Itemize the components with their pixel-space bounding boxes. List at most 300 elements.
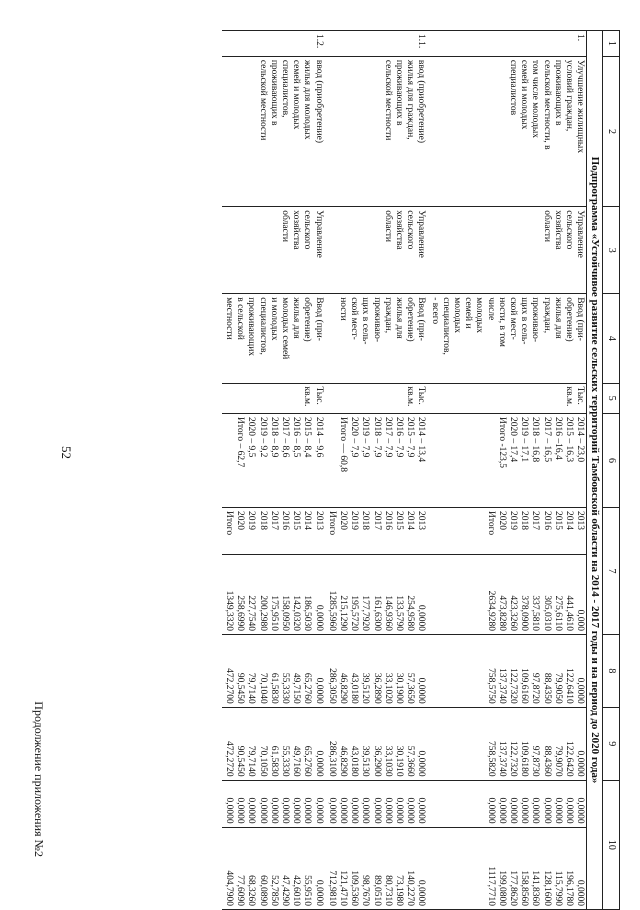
target-values-line: 2020 – 17,4 [508,417,519,463]
year-line: 2013 [313,511,324,531]
amount-regional-line: 57,3660 [405,745,416,777]
amount-other-line: 52,7850 [268,875,279,906]
year-line: 2013 [575,511,586,531]
year-line: 2019 [508,511,519,531]
table-row [222,31,325,910]
unit-line: Тыс. [575,386,586,405]
subprogram-title-row [587,31,603,910]
column-header: 8 [603,634,620,707]
amount-federal-line: 0,0000 [575,677,586,704]
target-values-line: 2014 – 13,4 [416,417,427,463]
amount-other-line: 98,7670 [360,875,371,906]
financing-table [222,30,620,910]
measure-name-line: Улучшение жилищных [575,59,586,154]
amount-other-line: 196,1780 [564,870,575,906]
amount-other-line: 77,6090 [235,875,246,906]
year [427,508,586,555]
indicator-line: щих в сель- [519,297,530,345]
target-values-line: 2014 – 9,6 [313,417,324,458]
amount-local-line: 0,0000 [508,797,519,824]
amount-regional-line: 30,1910 [393,745,404,777]
unit [325,383,428,414]
executor [222,207,325,294]
amount-regional-line: 49,7160 [291,745,302,777]
measure-name-line: том числе молодых [530,59,541,139]
indicator-line: ности, в том [496,297,507,347]
amount-federal-line: 90,5450 [235,672,246,704]
target-values-line: 2018 – 8,9 [268,417,279,458]
amount-federal-line: 33,1020 [382,672,393,704]
executor [325,207,428,294]
measure-name [427,56,586,206]
amount-federal-line: 122,7320 [508,668,519,704]
amount-local-line: 0,0000 [257,797,268,824]
amount-federal-line: 55,3330 [279,672,290,704]
year-line: Итого [485,511,496,536]
indicator-line: жилья для [552,297,563,339]
amount-local-line: 0,0000 [552,797,563,824]
measure-name-line: ввод (приобретение) [313,59,324,143]
amount-total-line: 186,5030 [302,595,313,631]
year [325,508,428,555]
amount-total-line: 423,3260 [508,595,519,631]
unit [222,383,325,414]
amount-other-line: 42,6010 [291,875,302,906]
year [222,508,325,555]
amount-regional-line: 0,0000 [575,750,586,777]
measure-name-line: сельской местности [257,59,268,141]
indicator-line: проживаю- [530,297,541,343]
column-header: 7 [603,508,620,635]
amount-local [427,780,586,827]
year-line: Итого [326,511,337,536]
indicator-line: ности [337,297,348,321]
executor-line: Управление [575,210,586,258]
amount-local-line: 0,0000 [326,797,337,824]
amount-local-line: 0,0000 [519,797,530,824]
amount-total-line: 441,4610 [564,595,575,631]
indicator-line: Ввод (при- [313,297,324,341]
measure-name [222,56,325,206]
unit-line: Тыс. [313,386,324,405]
indicator [222,294,325,383]
target-values-line: Итого -123,5 [496,417,507,469]
amount-local-line: 0,0000 [235,797,246,824]
year-line: 2014 [405,511,416,531]
amount-local-line: 0,0000 [313,797,324,824]
amount-total-line: 158,0950 [279,595,290,631]
amount-total-line: 275,6110 [552,595,563,631]
indicator-line: жилья для [393,297,404,339]
amount-regional-line: 97,8730 [530,745,541,777]
amount-federal-line: 65,2760 [302,672,313,704]
row-number: 1. [427,31,586,57]
amount-local-line: 0,0000 [291,797,302,824]
amount-total-line: 2634,9280 [485,590,496,631]
amount-other-line: 404,7900 [223,870,234,906]
amount-regional-line: 79,9070 [552,745,563,777]
amount-federal [222,634,325,707]
amount-federal-line: 109,6160 [519,668,530,704]
indicator-line: семей и [463,297,474,329]
year-line: 2015 [393,511,404,531]
amount-total-line: 258,6990 [235,595,246,631]
indicator-line: в сельской [235,297,246,340]
amount-regional-line: 33,1030 [382,745,393,777]
year-line: 2017 [371,511,382,531]
amount-local [222,780,325,827]
year-line: 2019 [246,511,257,531]
target-values-line: 2019 – 9,2 [257,417,268,458]
year-line: 2016 [382,511,393,531]
amount-federal-line: 88,4350 [541,672,552,704]
amount-local-line: 0,0000 [279,797,290,824]
amount-other-line: 0,0000 [575,879,586,906]
executor-line: сельского [302,210,313,250]
amount-federal-line: 0,0000 [416,677,427,704]
amount-federal-line: 79,9050 [552,672,563,704]
unit-line: Тыс. [416,386,427,405]
measure-name-line: проживающих в [393,59,404,126]
amount-local-line: 0,0000 [302,797,313,824]
indicator-line: ской мест- [349,297,360,340]
measure-name-line: семей и молодых [291,59,302,130]
year-line: 2020 [337,511,348,531]
measure-name-line: проживающих в [268,59,279,126]
amount-federal-line: 30,1900 [393,672,404,704]
amount-other-line: 60,0890 [257,875,268,906]
column-header: 2 [603,56,620,206]
year-line: 2013 [416,511,427,531]
amount-local-line: 0,0000 [223,797,234,824]
executor-line: хозяйства [552,210,563,250]
amount-other-line: 115,7990 [552,870,563,906]
amount-other-line: 47,4290 [279,875,290,906]
indicator-line: граждан, [382,297,393,334]
amount-other-line: 0,0000 [313,879,324,906]
amount-regional [427,707,586,780]
amount-total-line: 227,7540 [246,595,257,631]
amount-regional [222,707,325,780]
indicator-line: проживающих [246,297,257,357]
executor-line: области [382,210,393,243]
amount-other-line: 158,8560 [519,870,530,906]
amount-other-line: 89,0510 [371,875,382,906]
amount-regional-line: 36,2900 [371,745,382,777]
amount-other-line: 55,9510 [302,875,313,906]
year-line: 2020 [496,511,507,531]
amount-federal-line: 61,5830 [268,672,279,704]
amount-regional-line: 0,0000 [313,750,324,777]
amount-federal-line: 758,5750 [485,668,496,704]
year-line: 2017 [268,511,279,531]
amount-total-line: 142,0320 [291,595,302,631]
unit [427,383,586,414]
column-header: 4 [603,294,620,383]
target-values [325,414,428,508]
amount-other-line: 712,9810 [326,870,337,906]
target-values-line: 2016 – 8,5 [291,417,302,458]
indicator-line: молодых семей [279,297,290,360]
executor [427,207,586,294]
amount-federal-line: 43,0180 [349,672,360,704]
target-values-line: 2016 –16,4 [552,417,563,460]
row-number: 1.2. [222,31,325,57]
amount-federal-line: 97,8720 [530,672,541,704]
indicator-line: щих в сель- [360,297,371,345]
amount-regional-line: 758,5820 [485,741,496,777]
target-values-line: 2020 – 7,9 [349,417,360,458]
target-values [222,414,325,508]
amount-regional-line: 109,6180 [519,741,530,777]
amount-local-line: 0,0000 [371,797,382,824]
amount-regional-line: 46,8290 [337,745,348,777]
unit-line: кв.м. [405,386,416,407]
amount-regional-line: 90,5450 [235,745,246,777]
amount-regional-line: 79,7140 [246,745,257,777]
amount-other [325,827,428,909]
executor-line: хозяйства [393,210,404,250]
indicator-line: граждан, [541,297,552,334]
amount-total-line: 177,7920 [360,595,371,631]
target-values-line: 2017 – 16,5 [541,417,552,463]
amount-other-line: 0,0000 [416,879,427,906]
indicator-line: ской мест- [508,297,519,340]
year-line: 2018 [257,511,268,531]
amount-regional-line: 88,4360 [541,745,552,777]
amount-local-line: 0,0000 [246,797,257,824]
amount-regional-line: 472,2720 [223,741,234,777]
amount-local-line: 0,0000 [382,797,393,824]
indicator-line: обретение) [302,297,313,342]
target-values-line: Итого – 62,7 [235,417,246,468]
target-values-line: 2016 – 7,9 [393,417,404,458]
indicator-line: Ввод (при- [416,297,427,341]
year-line: 2015 [291,511,302,531]
indicator-line: числе [485,297,496,321]
amount-regional-line: 61,5830 [268,745,279,777]
measure-name-line: специалистов [508,59,519,116]
amount-federal-line: 39,5120 [360,672,371,704]
amount-total [427,555,586,635]
amount-local-line: 0,0000 [564,797,575,824]
year-line: 2016 [541,511,552,531]
amount-total-line: 195,5720 [349,595,360,631]
year-line: 2018 [360,511,371,531]
indicator-line: жилья для [291,297,302,339]
measure-name-line: сельской местности [382,59,393,141]
target-values-line: 2015 – 8,4 [302,417,313,458]
indicator-line: обретение) [564,297,575,342]
amount-other-line: 140,2270 [405,870,416,906]
amount-local-line: 0,0000 [416,797,427,824]
year-line: 2014 [302,511,313,531]
amount-total-line: 337,5810 [530,595,541,631]
amount-federal-line: 137,3740 [496,668,507,704]
target-values-line: 2017 – 8,6 [279,417,290,458]
column-header: 6 [603,414,620,508]
amount-other-line: 1117,7710 [485,866,496,906]
amount-other-line: 121,4710 [337,870,348,906]
amount-federal [325,634,428,707]
year-line: 2016 [279,511,290,531]
amount-local-line: 0,0000 [405,797,416,824]
amount-other-line: 128,1600 [541,870,552,906]
table-row [427,31,586,910]
amount-local-line: 0,0000 [337,797,348,824]
amount-local [325,780,428,827]
year-line: 2015 [552,511,563,531]
target-values-line: 2018 – 7,9 [371,417,382,458]
amount-regional-line: 55,3330 [279,745,290,777]
amount-total-line: 1285,5960 [326,590,337,631]
amount-local-line: 0,0000 [541,797,552,824]
amount-other [427,827,586,909]
row-number: 1.1. [325,31,428,57]
amount-regional-line: 286,3100 [326,741,337,777]
target-values-line: 2015 – 16,3 [564,417,575,463]
amount-federal-line: 286,3050 [326,668,337,704]
year-line: 2017 [530,511,541,531]
table-row [325,31,428,910]
amount-total-line: 305,0310 [541,595,552,631]
amount-regional-line: 137,3740 [496,741,507,777]
target-values-line: 2020 – 9,5 [246,417,257,458]
amount-other-line: 109,5360 [349,870,360,906]
amount-total [222,555,325,635]
amount-total-line: 1349,3320 [223,590,234,631]
amount-federal [427,634,586,707]
indicator-line: специалистов, [257,297,268,355]
year-line: 2020 [235,511,246,531]
indicator-line: проживаю- [371,297,382,343]
amount-local-line: 0,0000 [349,797,360,824]
amount-total-line: 133,5790 [393,595,404,631]
amount-local-line: 0,0000 [485,797,496,824]
unit-line: кв.м. [564,386,575,407]
measure-name-line: сельской местности, в [541,59,552,150]
indicator [427,294,586,383]
amount-federal-line: 0,0000 [313,677,324,704]
column-header: 10 [603,780,620,909]
amount-other [222,827,325,909]
column-header: 5 [603,383,620,414]
amount-regional-line: 65,2760 [302,745,313,777]
amount-federal-line: 46,8290 [337,672,348,704]
column-header: 3 [603,207,620,294]
amount-federal-line: 122,6410 [564,668,575,704]
continuation-label: Продолжение приложения №2 [32,701,46,857]
amount-federal-line: 472,2700 [223,668,234,704]
year-line: 2014 [564,511,575,531]
amount-other-line: 177,8620 [508,870,519,906]
amount-total-line: 0,0000 [416,604,427,631]
amount-federal-line: 79,7140 [246,672,257,704]
measure-name-line: ввод (приобретение) [416,59,427,143]
amount-total-line: 0,0000 [313,604,324,631]
target-values-line: 2015 – 7,9 [405,417,416,458]
indicator [325,294,428,383]
measure-name-line: жилья для молодых [302,59,313,140]
amount-federal-line: 70,1040 [257,672,268,704]
amount-federal-line: 36,2890 [371,672,382,704]
amount-local-line: 0,0000 [530,797,541,824]
column-number-row [603,31,620,910]
amount-regional-line: 39,5130 [360,745,371,777]
amount-other-line: 80,7310 [382,875,393,906]
indicator-line: местности [223,297,234,340]
subprogram-title: Подпрограмма «Устойчивое развитие сельских территорий Тамбовской области на 2014 - 2017 годы и на период до 2020 года» [587,31,603,910]
column-header: 9 [603,707,620,780]
executor-line: области [541,210,552,243]
amount-total-line: 200,2980 [257,595,268,631]
measure-name-line: условий граждан, [564,59,575,132]
target-values-line: 2019 – 7,9 [360,417,371,458]
unit-line: кв.м. [302,386,313,407]
amount-federal-line: 57,3650 [405,672,416,704]
indicator-line: Ввод (при- [575,297,586,341]
measure-name-line: семей и молодых [519,59,530,130]
amount-local-line: 0,0000 [360,797,371,824]
amount-other-line: 68,3260 [246,875,257,906]
amount-regional [325,707,428,780]
target-values-line: 2017 – 7,9 [382,417,393,458]
amount-total-line: 473,8280 [496,595,507,631]
target-values-line: 2014 – 23,0 [575,417,586,463]
measure-name-line: проживающих в [552,59,563,126]
amount-regional-line: 43,0180 [349,745,360,777]
year-line: 2018 [519,511,530,531]
page-number: 52 [59,446,74,459]
executor-line: Управление [416,210,427,258]
amount-regional-line: 70,1050 [257,745,268,777]
amount-regional-line: 122,6420 [564,741,575,777]
amount-total-line: 215,1290 [337,595,348,631]
executor-line: Управление [313,210,324,258]
amount-regional-line: 122,7320 [508,741,519,777]
amount-total-line: 378,0900 [519,595,530,631]
indicator-line: молодых [452,297,462,334]
amount-other-line: 141,8360 [530,870,541,906]
amount-total-line: 254,9580 [405,595,416,631]
indicator-line: обретение) [405,297,416,342]
indicator-line: молодых [474,297,485,334]
target-values-line: 2018 – 16,8 [530,417,541,463]
executor-line: области [279,210,290,243]
year-line: Итого [223,511,234,536]
measure-name-line: специалистов, [279,59,290,118]
target-values-line: 2019 – 17,1 [519,417,530,463]
amount-local-line: 0,0000 [393,797,404,824]
measure-name [325,56,428,206]
executor-line: сельского [564,210,575,250]
amount-total-line: 161,6300 [371,595,382,631]
amount-other-line: 73,1980 [393,875,404,906]
executor-line: сельского [405,210,416,250]
year-line: 2019 [349,511,360,531]
target-values-line: Итого — 60,8 [337,417,348,472]
amount-local-line: 0,0000 [575,797,586,824]
amount-local-line: 0,0000 [496,797,507,824]
measure-name-line: жилья для граждан, [405,59,416,140]
amount-total-line: 175,9510 [268,595,279,631]
indicator-line: специалистов, [440,297,451,355]
amount-regional-line: 0,0000 [416,750,427,777]
amount-federal-line: 49,7150 [291,672,302,704]
indicator-line: - всего [429,297,440,325]
amount-other-line: 199,0800 [496,870,507,906]
amount-local-line: 0,0000 [268,797,279,824]
